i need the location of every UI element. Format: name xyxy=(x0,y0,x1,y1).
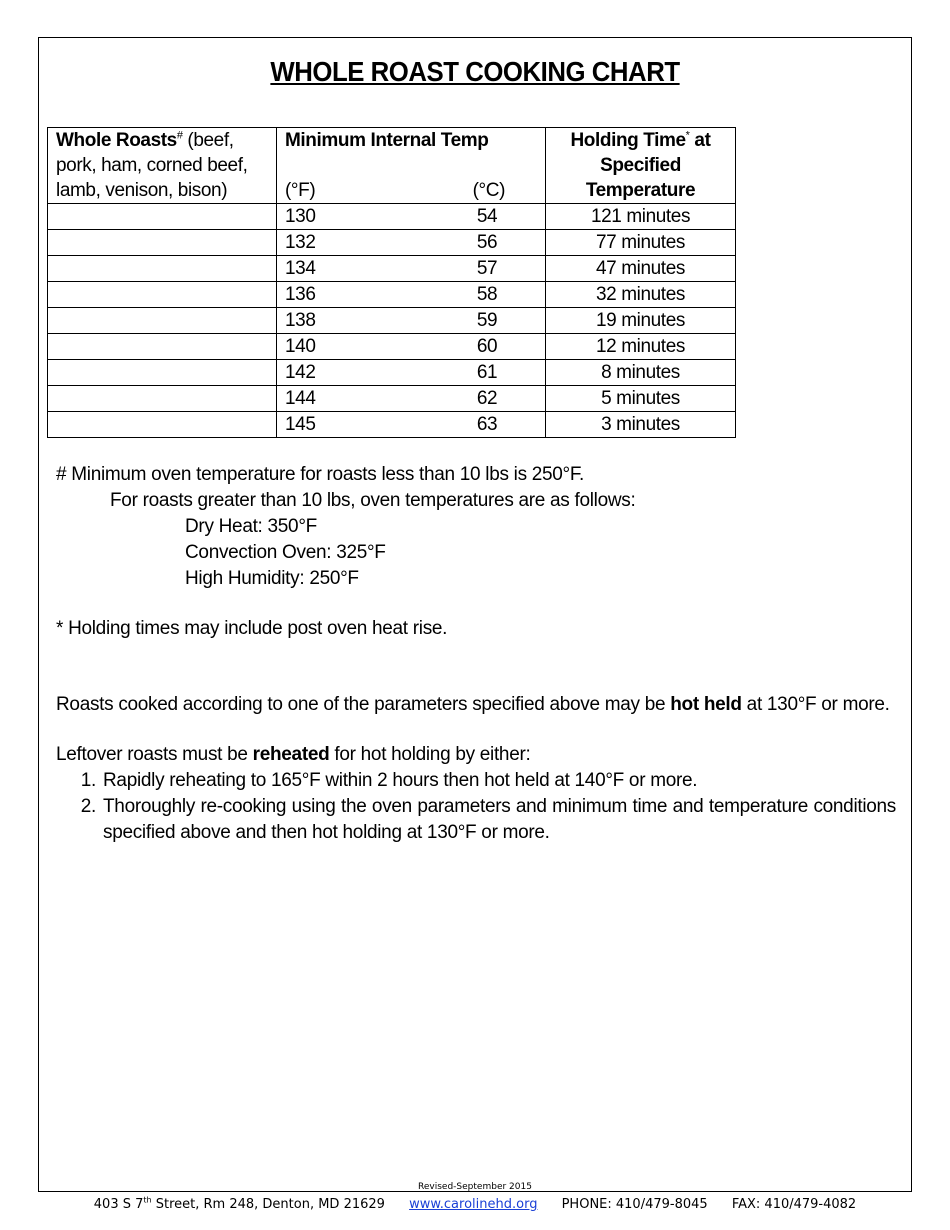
reheat-steps-list xyxy=(56,768,896,846)
note-dry-heat: Dry Heat: 350°F xyxy=(185,516,317,537)
temp-c: 62 xyxy=(476,388,498,409)
temp-f: 136 xyxy=(285,284,316,305)
temp-f: 142 xyxy=(285,362,316,383)
roast-cell xyxy=(48,386,277,412)
temp-f: 132 xyxy=(285,232,316,253)
temp-c: 60 xyxy=(476,336,498,357)
table-row xyxy=(48,386,736,412)
temp-cell xyxy=(277,204,546,230)
table-row xyxy=(48,308,736,334)
holding-time-cell: 12 minutes xyxy=(546,334,736,360)
header-holding-time: Holding Time* at Specified Temperature xyxy=(546,128,736,204)
roast-cell xyxy=(48,308,277,334)
roast-cell xyxy=(48,334,277,360)
footer-address: 403 S 7th Street, Rm 248, Denton, MD 21629 xyxy=(93,1196,385,1213)
holding-time-cell: 77 minutes xyxy=(546,230,736,256)
holding-time-cell: 121 minutes xyxy=(546,204,736,230)
temp-f: 138 xyxy=(285,310,316,331)
temp-cell xyxy=(277,360,546,386)
table-row xyxy=(48,334,736,360)
footer xyxy=(0,1196,950,1212)
temp-cell xyxy=(277,282,546,308)
roast-cell xyxy=(48,282,277,308)
note-leftover: Leftover roasts must be reheated for hot holding by either: xyxy=(56,744,531,765)
table-row xyxy=(48,412,736,438)
temp-c: 59 xyxy=(476,310,498,331)
unit-celsius: (°C) xyxy=(472,180,505,201)
temp-c: 63 xyxy=(476,414,498,435)
revised-date: Revised-September 2015 xyxy=(418,1182,532,1192)
note-hot-held: Roasts cooked according to one of the parameters specified above may be hot held at 130°F or more. xyxy=(56,694,890,715)
temp-cell xyxy=(277,256,546,282)
temp-c: 58 xyxy=(476,284,498,305)
list-item: 2. Thoroughly re-cooking using the oven parameters and minimum time and temperature conditions specified above and then hot holding at 130°F or more. xyxy=(101,794,896,846)
temp-c: 54 xyxy=(476,206,498,227)
footer-phone: PHONE: 410/479-8045 xyxy=(561,1197,708,1213)
temp-c: 61 xyxy=(476,362,498,383)
roast-cell xyxy=(48,204,277,230)
holding-time-cell: 19 minutes xyxy=(546,308,736,334)
header-whole-roasts: Whole Roasts# (beef, pork, ham, corned beef, lamb, venison, bison) xyxy=(48,128,277,204)
roast-cell xyxy=(48,412,277,438)
holding-time-cell: 5 minutes xyxy=(546,386,736,412)
temp-c: 57 xyxy=(476,258,498,279)
roast-cell xyxy=(48,256,277,282)
temp-cell xyxy=(277,386,546,412)
unit-fahrenheit: (°F) xyxy=(285,180,316,201)
holding-time-cell: 3 minutes xyxy=(546,412,736,438)
holding-time-cell: 47 minutes xyxy=(546,256,736,282)
temp-f: 145 xyxy=(285,414,316,435)
temp-cell xyxy=(277,308,546,334)
temp-f: 140 xyxy=(285,336,316,357)
table-row xyxy=(48,230,736,256)
holding-time-cell: 8 minutes xyxy=(546,360,736,386)
temp-cell xyxy=(277,230,546,256)
list-item: 1. Rapidly reheating to 165°F within 2 hours then hot held at 140°F or more. xyxy=(101,768,896,794)
website-link[interactable]: www.carolinehd.org xyxy=(409,1197,538,1213)
note-oven-minimum: # Minimum oven temperature for roasts less than 10 lbs is 250°F. xyxy=(56,464,585,485)
page-title: WHOLE ROAST COOKING CHART xyxy=(270,56,680,87)
table-row xyxy=(48,282,736,308)
roast-cell xyxy=(48,230,277,256)
temp-cell xyxy=(277,334,546,360)
notes-section xyxy=(56,462,896,846)
temp-cell xyxy=(277,412,546,438)
note-convection: Convection Oven: 325°F xyxy=(185,542,386,563)
header-min-internal-temp: Minimum Internal Temp (°F) (°C) xyxy=(277,128,546,204)
table-row xyxy=(48,256,736,282)
table-header-row xyxy=(48,128,736,204)
temp-f: 134 xyxy=(285,258,316,279)
roast-cell xyxy=(48,360,277,386)
temp-f: 130 xyxy=(285,206,316,227)
note-large-roasts: For roasts greater than 10 lbs, oven temperatures are as follows: xyxy=(110,490,636,511)
table-row xyxy=(48,204,736,230)
cooking-chart-table xyxy=(47,127,736,438)
table-row xyxy=(48,360,736,386)
footer-fax: FAX: 410/479-4082 xyxy=(731,1197,857,1213)
note-holding-times: * Holding times may include post oven heat rise. xyxy=(56,618,448,639)
holding-time-cell: 32 minutes xyxy=(546,282,736,308)
note-high-humidity: High Humidity: 250°F xyxy=(185,568,359,589)
temp-f: 144 xyxy=(285,388,316,409)
temp-c: 56 xyxy=(476,232,498,253)
